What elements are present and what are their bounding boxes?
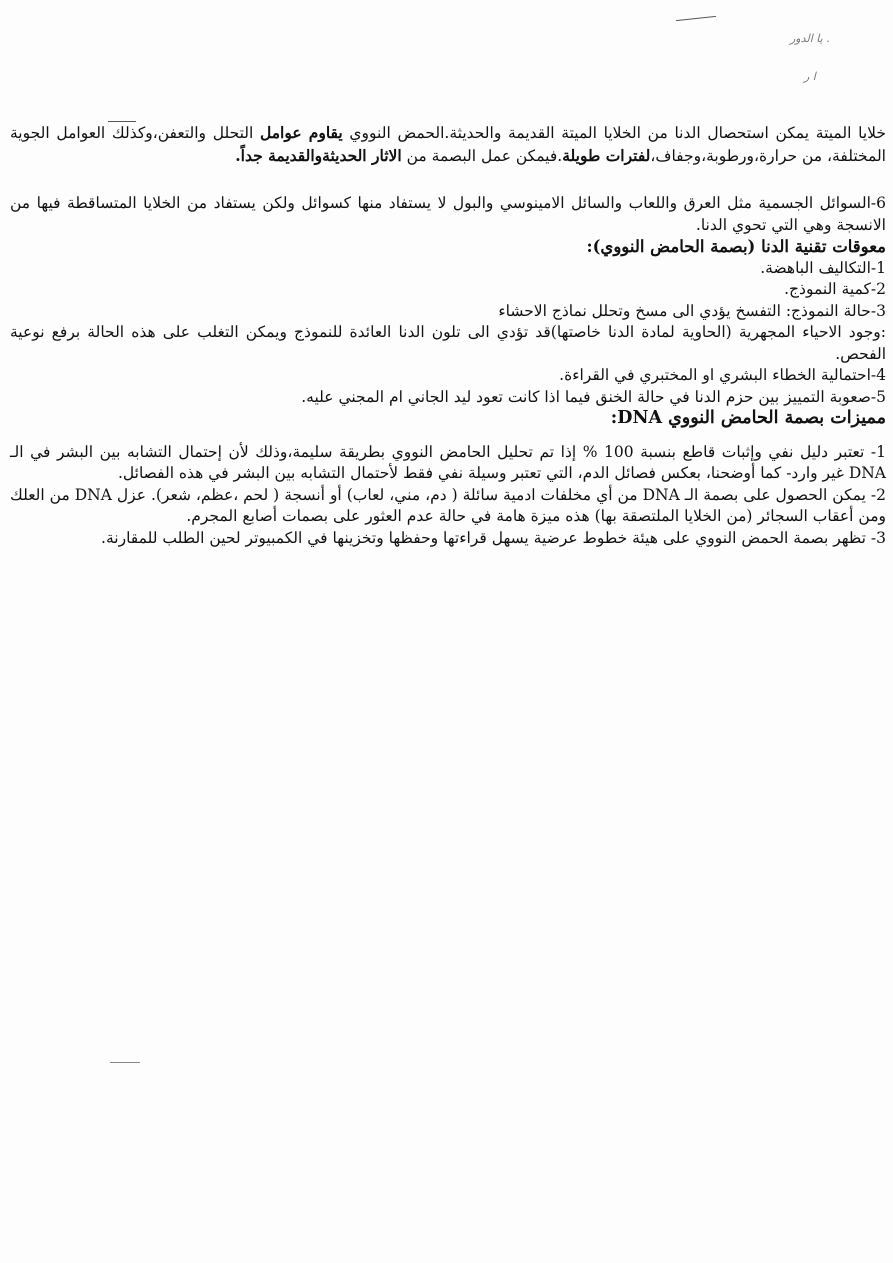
- intro-text-1: خلايا الميتة يمكن استحصال الدنا من الخلايا الميتة القديمة والحديثة.الحمض النووي: [342, 124, 886, 142]
- obstacle-item-5: 5-صعوبة التمييز بين حزم الدنا في حالة الخنق فيما اذا كانت تعود ليد الجاني ام المجني عليه.: [301, 387, 886, 406]
- obstacle-item-3-note: :وجود الاحياء المجهرية (الحاوية لمادة الدنا خاصتها)قد تؤدي الى تلون الدنا العائدة للنموذج ويمكن التغلب على هذه الحالة برفع نوعية الفحص.: [10, 323, 886, 363]
- intro-bold-1: يقاوم عوامل: [259, 123, 343, 142]
- obstacles-heading: معوقات تقنية الدنا (بصمة الحامض النووي):: [586, 237, 886, 256]
- intro-bold-3: الاثار الحديثةوالقديمة جداً.: [235, 145, 402, 165]
- document-body: [10, 122, 886, 549]
- intro-text-2: التحلل والتعفن،وكذلك العوامل الجوية المختلفة، من حرارة،ورطوبة،وجفاف،: [10, 124, 886, 165]
- obstacle-item-4: 4-احتمالية الخطاء البشري او المختبري في القراءة.: [559, 366, 886, 384]
- advantage-item-2: 2- يمكن الحصول على بصمة الـ DNA من أي مخلفات ادمية سائلة ( دم، مني، لعاب) أو أنسجة ( لحم ،عظم، شعر). عزل DNA من العلك ومن أعقاب السجائر (من الخلايا الملتصقة بها) هذه ميزة هامة في حالة عدم العثور على بصمات أصابع المجرم.: [10, 485, 886, 525]
- intro-paragraph: [10, 122, 886, 167]
- advantages-heading: مميزات بصمة الحامض النووي DNA:: [610, 408, 886, 428]
- handwritten-note-1: يا الدور .: [790, 32, 830, 45]
- advantage-item-1: 1- تعتبر دليل نفي وإثبات قاطع بنسبة 100 % إذا تم تحليل الحامض النووي بطريقة سليمة،وذلك لأن إحتمال التشابه بين البشر في الـ DNA غير وارد- كما أوضحنا، بعكس فصائل الدم، التي تعتبر وسيلة نفي فقط لأحتمال التشابه بين البشر في هذه الفصائل.: [10, 442, 886, 482]
- intro-text-3: .فيمكن عمل البصمة من: [401, 146, 563, 165]
- obstacle-item-1: 1-التكاليف الباهضة.: [760, 258, 886, 277]
- point-6-paragraph: 6-السوائل الجسمية مثل العرق واللعاب والسائل الامينوسي والبول لا يستفاد منها كسوائل ولكن يستفاد من الخلايا المتساقطة فيها من الانسجة وهي التي تحوي الدنا.: [10, 194, 886, 234]
- handwritten-note-2: ا ر: [804, 70, 816, 83]
- advantage-item-3: 3- تظهر بصمة الحمض النووي على هيئة خطوط عرضية يسهل قراءتها وحفظها وتخزينها في الكمبيوتر لحين الطلب للمقارنة.: [101, 528, 886, 547]
- obstacle-item-3: 3-حالة النموذج: التفسخ يؤدي الى مسخ وتحلل نماذج الاحشاء: [498, 301, 886, 320]
- intro-bold-2: لفترات طويلة: [562, 145, 651, 165]
- scan-mark-bottom: [110, 1062, 140, 1063]
- scan-mark-top: [676, 16, 716, 21]
- obstacle-item-2: 2-كمية النموذج.: [784, 280, 886, 298]
